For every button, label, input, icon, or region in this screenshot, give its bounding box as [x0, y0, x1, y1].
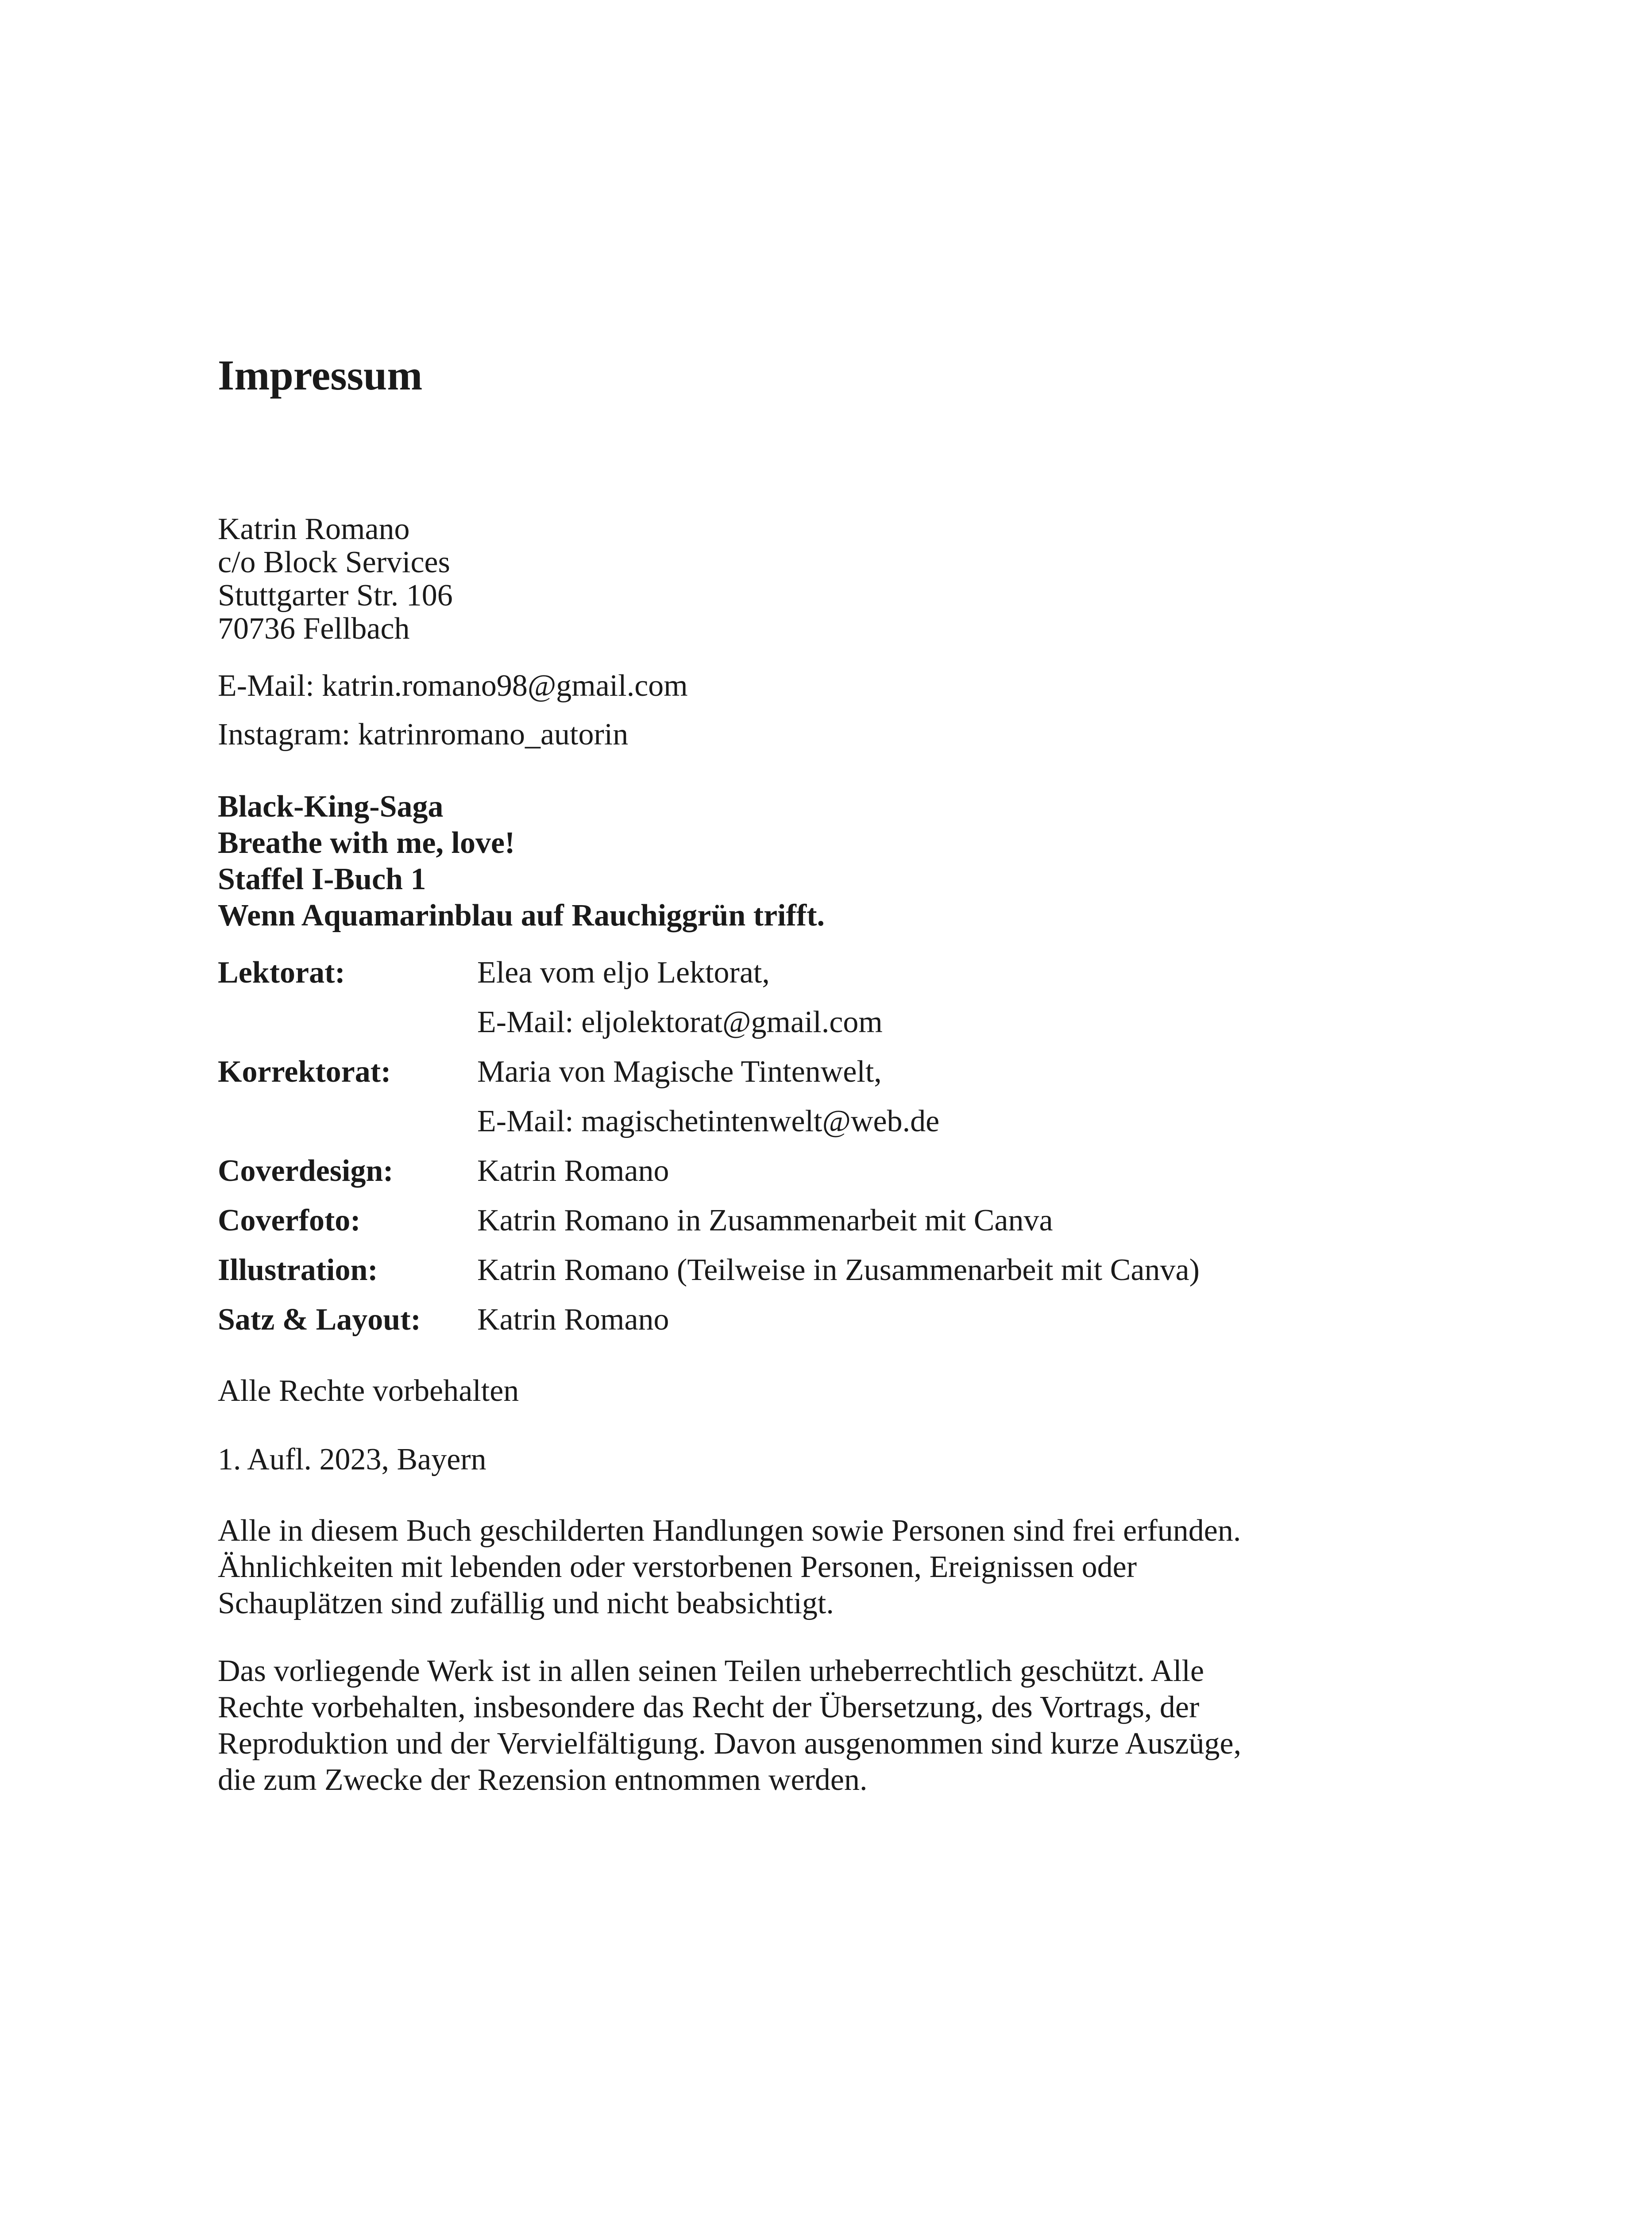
- author-email: E-Mail: katrin.romano98@gmail.com: [218, 669, 688, 703]
- rights-notice: Alle Rechte vorbehalten: [218, 1374, 519, 1408]
- credit-value-lektorat-email: E-Mail: eljolektorat@gmail.com: [477, 1005, 883, 1039]
- copyright-paragraph: [218, 1653, 1413, 1798]
- credit-value-korrektorat: Maria von Magische Tintenwelt,: [477, 1055, 882, 1089]
- author-address: [218, 513, 453, 645]
- credit-row-illustration: [218, 1253, 1200, 1303]
- credit-value-satz-layout: Katrin Romano: [477, 1303, 669, 1337]
- disclaimer-line: Ähnlichkeiten mit lebenden oder verstorbenen Personen, Ereignissen oder: [218, 1550, 1137, 1584]
- author-instagram: Instagram: katrinromano_autorin: [218, 717, 629, 752]
- credit-label-satz-layout: Satz & Layout:: [218, 1303, 421, 1337]
- credit-value-coverdesign: Katrin Romano: [477, 1154, 669, 1188]
- address-city: 70736 Fellbach: [218, 612, 410, 646]
- address-street: Stuttgarter Str. 106: [218, 578, 453, 613]
- credit-row-korrektorat-email: [218, 1105, 1200, 1154]
- disclaimer-line: Schauplätzen sind zufällig und nicht beabsichtigt.: [218, 1586, 834, 1620]
- book-series: Black-King-Saga: [218, 790, 444, 824]
- credit-label-coverdesign: Coverdesign:: [218, 1154, 394, 1188]
- book-info: [218, 789, 825, 934]
- credits-list: [218, 956, 1200, 1353]
- credit-row-coverfoto: [218, 1204, 1200, 1253]
- credit-value-coverfoto: Katrin Romano in Zusammenarbeit mit Canva: [477, 1203, 1053, 1238]
- book-title: Breathe with me, love!: [218, 826, 515, 860]
- credit-label-lektorat: Lektorat:: [218, 956, 345, 990]
- credit-row-lektorat-email: [218, 1006, 1200, 1055]
- credit-label-illustration: Illustration:: [218, 1253, 378, 1287]
- edition-info: 1. Aufl. 2023, Bayern: [218, 1442, 486, 1477]
- copyright-line: Das vorliegende Werk ist in allen seinen Teilen urheberrechtlich geschützt. Alle: [218, 1654, 1204, 1688]
- credit-label-coverfoto: Coverfoto:: [218, 1203, 361, 1238]
- book-volume: Staffel I-Buch 1: [218, 862, 426, 896]
- credit-row-coverdesign: [218, 1154, 1200, 1204]
- credit-row-satz-layout: [218, 1303, 1200, 1353]
- credit-value-illustration: Katrin Romano (Teilweise in Zusammenarbeit mit Canva): [477, 1253, 1200, 1287]
- copyright-line: Rechte vorbehalten, insbesondere das Recht der Übersetzung, des Vortrags, der: [218, 1690, 1200, 1724]
- credit-label-korrektorat: Korrektorat:: [218, 1055, 391, 1089]
- page-title: Impressum: [218, 351, 423, 399]
- credit-value-lektorat: Elea vom eljo Lektorat,: [477, 956, 770, 990]
- copyright-line: die zum Zwecke der Rezension entnommen werden.: [218, 1763, 868, 1797]
- credit-value-korrektorat-email: E-Mail: magischetintenwelt@web.de: [477, 1104, 940, 1138]
- disclaimer-paragraph: [218, 1513, 1413, 1622]
- credit-row-lektorat: [218, 956, 1200, 1006]
- disclaimer-line: Alle in diesem Buch geschilderten Handlungen sowie Personen sind frei erfunden.: [218, 1514, 1241, 1548]
- copyright-line: Reproduktion und der Vervielfältigung. Davon ausgenommen sind kurze Auszüge,: [218, 1727, 1242, 1761]
- address-care-of: c/o Block Services: [218, 545, 450, 579]
- credit-row-korrektorat: [218, 1055, 1200, 1105]
- book-subtitle: Wenn Aquamarinblau auf Rauchiggrün trifft.: [218, 898, 825, 933]
- author-name: Katrin Romano: [218, 512, 410, 546]
